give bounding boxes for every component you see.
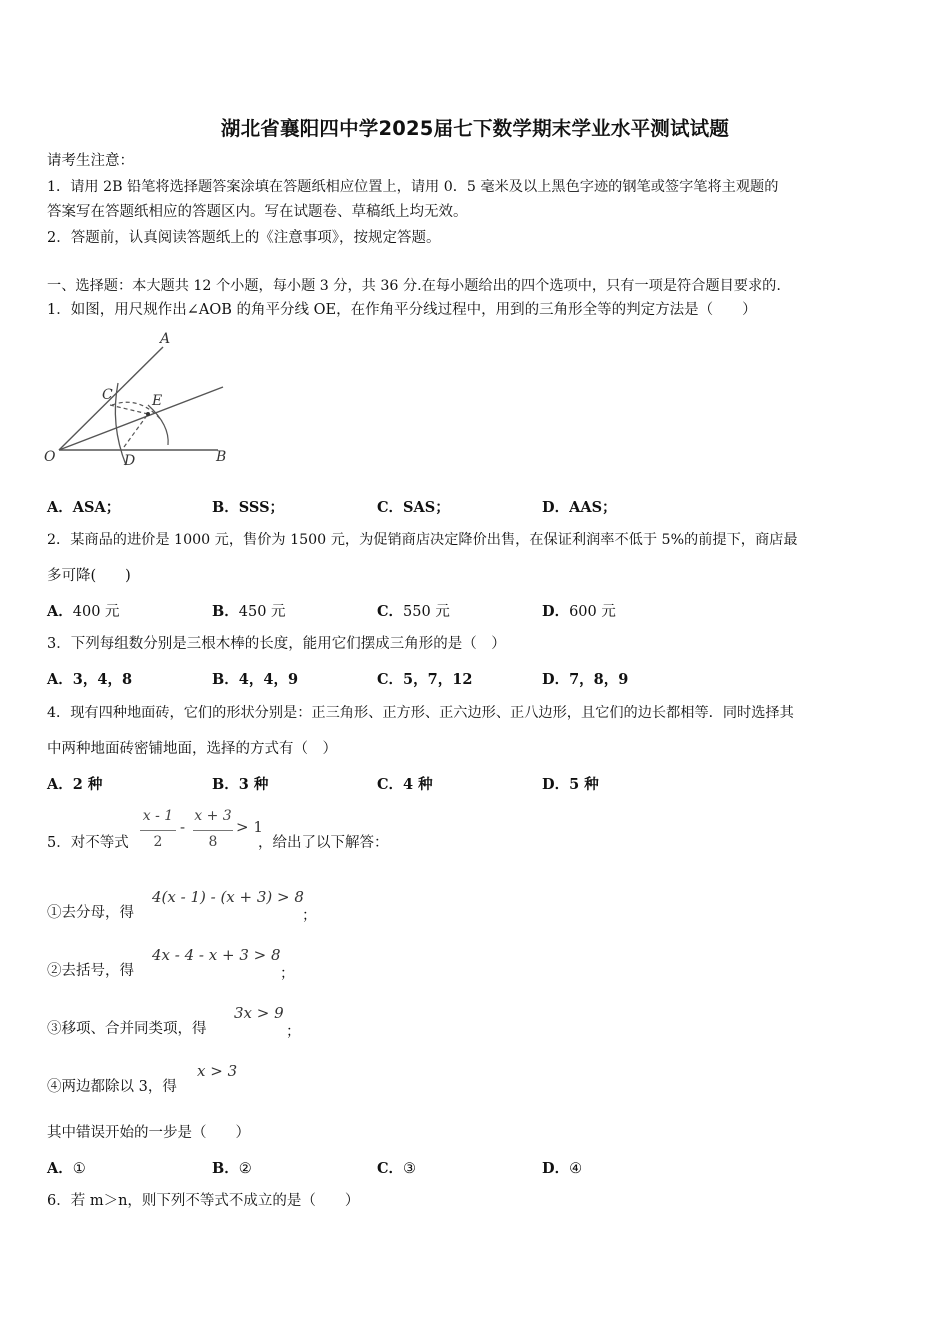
q3-option-a[interactable]: A．3，4，8 (47, 671, 133, 688)
q4-option-b[interactable]: B．3 种 (212, 776, 269, 793)
label-d: D (124, 453, 136, 469)
q5-step-2-math: 4x - 4 - x + 3 > 8 (152, 946, 281, 964)
q5-gt-1: > 1 (236, 818, 263, 836)
q5-step-1-text: ①去分母，得 (47, 905, 134, 921)
q5-step-3-math: 3x > 9 (234, 1004, 284, 1022)
q2-option-a[interactable]: A．400 元 (47, 603, 120, 620)
label-c: C (102, 387, 113, 403)
q3-stem: 3．下列每组数分别是三根木棒的长度，能用它们摆成三角形的是（ ） (47, 636, 506, 652)
notice-heading: 请考生注意： (47, 153, 134, 169)
q4-option-a[interactable]: A．2 种 (47, 776, 103, 793)
notice-line-1: 1．请用 2B 铅笔将选择题答案涂填在答题纸相应位置上，请用 0．5 毫米及以上黑色字迹的钢笔或签字笔将主观题的 (47, 179, 779, 195)
q3-option-b[interactable]: B．4，4，9 (212, 671, 299, 688)
q1-option-c[interactable]: C．SAS； (377, 499, 450, 516)
q5-question: 其中错误开始的一步是（ ） (47, 1125, 250, 1141)
q2-option-d[interactable]: D．600 元 (542, 603, 616, 620)
arc-from-c (148, 405, 168, 445)
q5-step-1-math: 4(x - 1) - (x + 3) > 8 (152, 888, 304, 906)
q1-option-d[interactable]: D．AAS； (542, 499, 617, 516)
q5-frac2-num: x + 3 (194, 808, 232, 824)
q5-stem-pre: 5．对不等式 (47, 835, 129, 851)
segment-de (124, 414, 148, 447)
q5-frac2-line (193, 830, 233, 831)
label-o: O (44, 449, 56, 465)
q4-option-d[interactable]: D．5 种 (542, 776, 599, 793)
point-e (146, 412, 150, 416)
section-heading: 一、选择题：本大题共 12 个小题，每小题 3 分，共 36 分.在每小题给出的四个选项中，只有一项是符合题目要求的. (47, 278, 781, 294)
notice-line-2: 答案写在答题纸相应的答题区内。写在试题卷、草稿纸上均无效。 (47, 204, 468, 220)
q5-step-4-math: x > 3 (197, 1062, 238, 1080)
q1-figure (40, 325, 250, 475)
q5-step-2-end: ； (280, 966, 295, 982)
q2-stem-line-2: 多可降( ) (47, 568, 131, 584)
q5-step-1-end: ； (302, 908, 317, 924)
q5-minus: - (180, 818, 186, 836)
q2-option-b[interactable]: B．450 元 (212, 603, 286, 620)
q3-option-d[interactable]: D．7，8，9 (542, 671, 629, 688)
label-a: A (160, 331, 171, 347)
q4-stem-line-2: 中两种地面砖密铺地面，选择的方式有（ ） (47, 741, 337, 757)
ray-oe (59, 387, 223, 450)
q5-frac1-line (140, 830, 176, 831)
q2-stem-line-1: 2．某商品的进价是 1000 元，售价为 1500 元，为促销商店决定降价出售，在保证利润率不低于 5%的前提下，商店最 (47, 532, 798, 548)
q5-frac2-den: 8 (208, 834, 218, 850)
q5-stem-post: ，给出了以下解答： (258, 835, 389, 851)
q5-step-2-text: ②去括号，得 (47, 963, 134, 979)
q5-option-b[interactable]: B．② (212, 1160, 252, 1177)
q5-frac1-den: 2 (153, 834, 163, 850)
q2-option-c[interactable]: C．550 元 (377, 603, 450, 620)
label-b: B (216, 449, 227, 465)
q4-option-c[interactable]: C．4 种 (377, 776, 433, 793)
q5-option-c[interactable]: C．③ (377, 1160, 417, 1177)
q5-option-d[interactable]: D．④ (542, 1160, 583, 1177)
q6-stem: 6．若 m＞n，则下列不等式不成立的是（ ） (47, 1193, 360, 1209)
q3-option-c[interactable]: C．5，7，12 (377, 671, 473, 688)
q1-option-a[interactable]: A．ASA； (47, 499, 121, 516)
notice-line-3: 2．答题前，认真阅读答题纸上的《注意事项》，按规定答题。 (47, 230, 441, 246)
q1-stem: 1．如图，用尺规作出∠AOB 的角平分线 OE，在作角平分线过程中，用到的三角形全等的判定方法是（ ） (47, 302, 757, 318)
q5-frac1-num: x - 1 (142, 808, 174, 824)
q5-step-3-end: ； (286, 1024, 301, 1040)
q4-stem-line-1: 4．现有四种地面砖，它们的形状分别是：正三角形、正方形、正六边形、正八边形，且它们的边长都相等．同时选择其 (47, 705, 794, 721)
q1-option-b[interactable]: B．SSS； (212, 499, 285, 516)
q5-option-a[interactable]: A．① (47, 1160, 86, 1177)
label-e: E (152, 393, 163, 409)
q5-step-3-text: ③移项、合并同类项，得 (47, 1021, 207, 1037)
q5-step-4-text: ④两边都除以 3，得 (47, 1079, 177, 1095)
page-title: 湖北省襄阳四中学2025届七下数学期末学业水平测试试题 (220, 117, 730, 140)
